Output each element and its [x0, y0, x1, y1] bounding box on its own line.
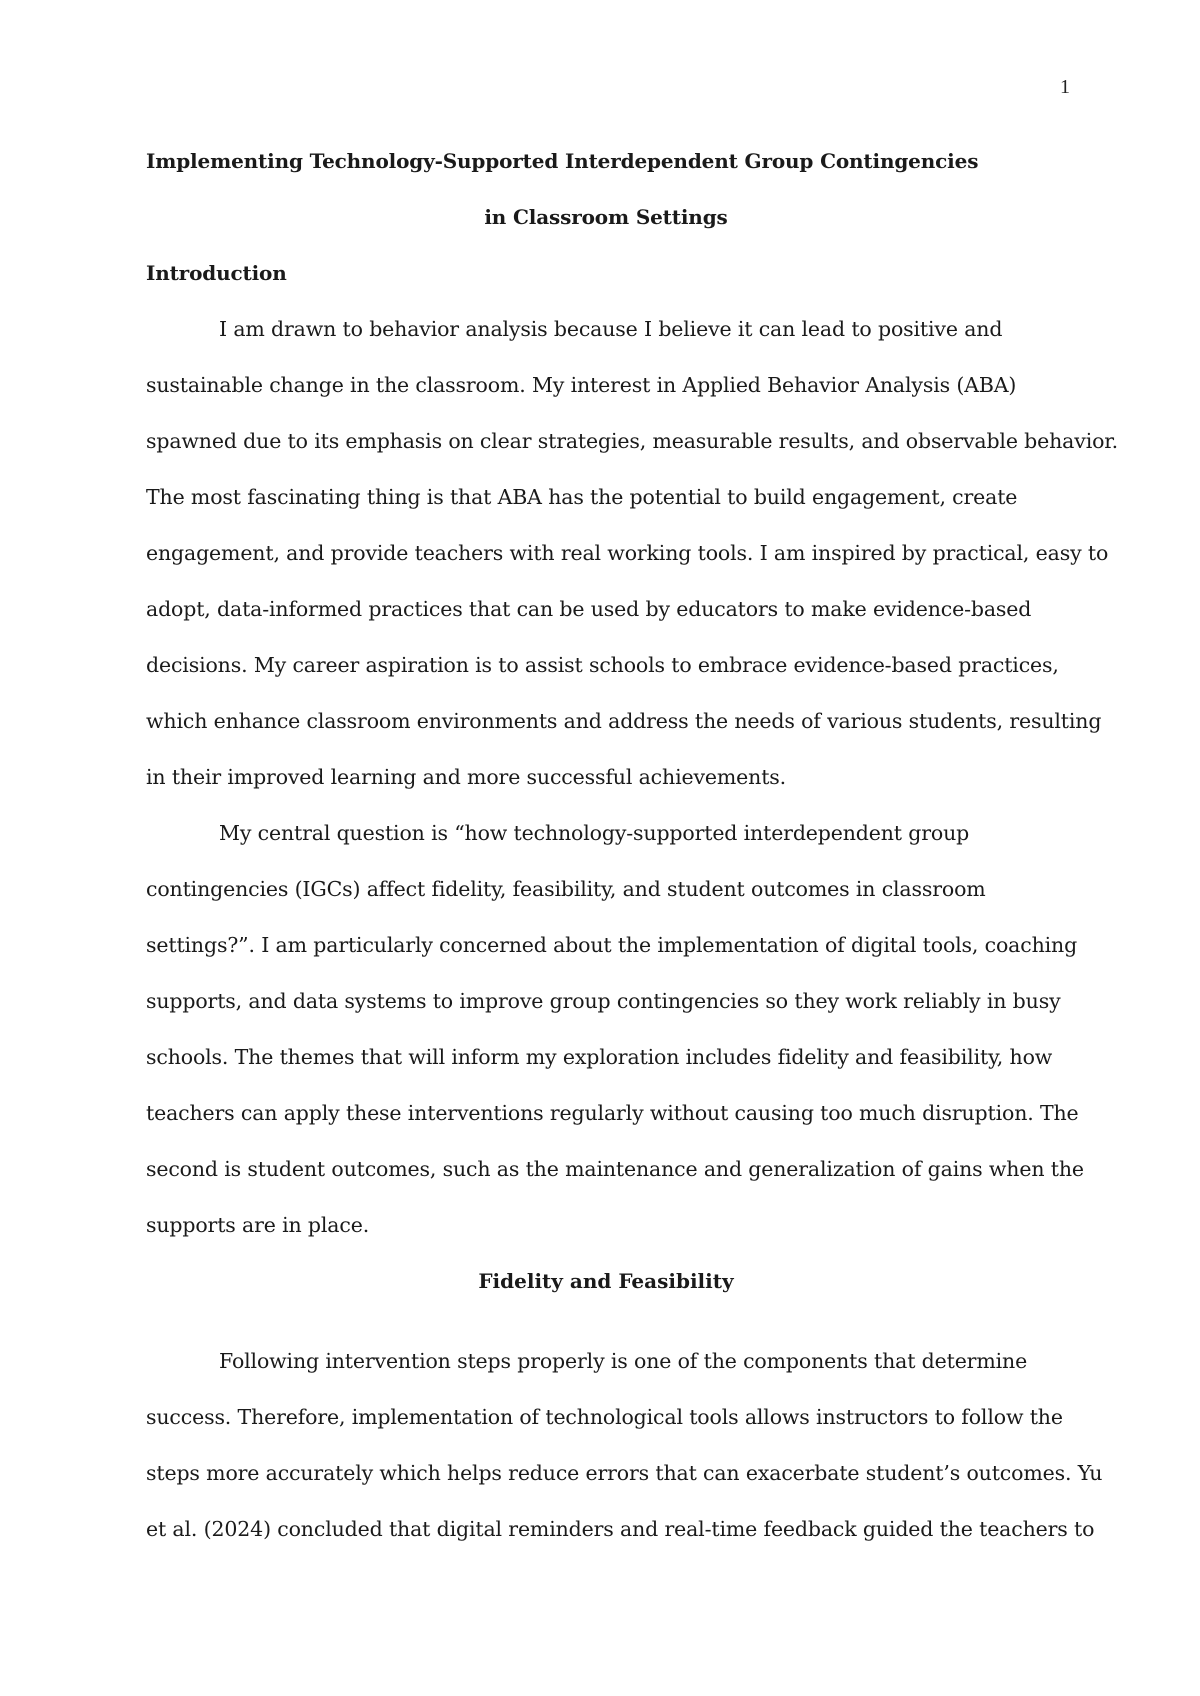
introduction-heading: Introduction	[146, 261, 287, 285]
paragraph-line: success. Therefore, implementation of technological tools allows instructors to follow the	[146, 1405, 1063, 1429]
paragraph-line: Following intervention steps properly is one of the components that determine	[219, 1349, 1028, 1373]
paragraph-line: second is student outcomes, such as the maintenance and generalization of gains when the	[146, 1157, 1084, 1181]
fidelity-heading: Fidelity and Feasibility	[478, 1269, 734, 1293]
paragraph-line: spawned due to its emphasis on clear strategies, measurable results, and observable behavior.	[146, 429, 1119, 453]
paragraph-line: My central question is “how technology-supported interdependent group	[219, 821, 970, 845]
paragraph-line: supports, and data systems to improve group contingencies so they work reliably in busy	[146, 989, 1061, 1013]
paragraph-line: I am drawn to behavior analysis because I believe it can lead to positive and	[219, 317, 1003, 341]
paragraph-line: schools. The themes that will inform my exploration includes fidelity and feasibility, how	[146, 1045, 1053, 1069]
paragraph-line: engagement, and provide teachers with real working tools. I am inspired by practical, easy to	[146, 541, 1109, 565]
paragraph-line: et al. (2024) concluded that digital reminders and real-time feedback guided the teachers to	[146, 1517, 1095, 1541]
paragraph-line: contingencies (IGCs) affect fidelity, feasibility, and student outcomes in classroom	[146, 877, 986, 901]
paragraph-line: teachers can apply these interventions regularly without causing too much disruption. The	[146, 1101, 1079, 1125]
paragraph-line: The most fascinating thing is that ABA has the potential to build engagement, create	[146, 485, 1018, 509]
paragraph-line: supports are in place.	[146, 1213, 370, 1237]
paragraph-line: settings?”. I am particularly concerned about the implementation of digital tools, coaching	[146, 933, 1078, 957]
page-number: 1	[1060, 76, 1070, 98]
paragraph-line: which enhance classroom environments and address the needs of various students, resulting	[146, 709, 1102, 733]
document-body	[146, 143, 1119, 1567]
paragraph-line: in their improved learning and more successful achievements.	[146, 765, 787, 789]
title-line-1: Implementing Technology-Supported Interdependent Group Contingencies	[146, 149, 979, 173]
paragraph-line: sustainable change in the classroom. My interest in Applied Behavior Analysis (ABA)	[146, 373, 1017, 397]
paragraph-line: decisions. My career aspiration is to assist schools to embrace evidence-based practices,	[146, 653, 1059, 677]
title-line-2: in Classroom Settings	[484, 205, 728, 229]
paragraph-line: steps more accurately which helps reduce errors that can exacerbate student’s outcomes. Yu	[146, 1461, 1103, 1485]
introduction-paragraph-2	[146, 815, 1084, 1263]
fidelity-paragraph-1	[146, 1343, 1103, 1567]
paragraph-line: adopt, data-informed practices that can be used by educators to make evidence-based	[146, 597, 1032, 621]
introduction-paragraph-1	[146, 311, 1119, 815]
